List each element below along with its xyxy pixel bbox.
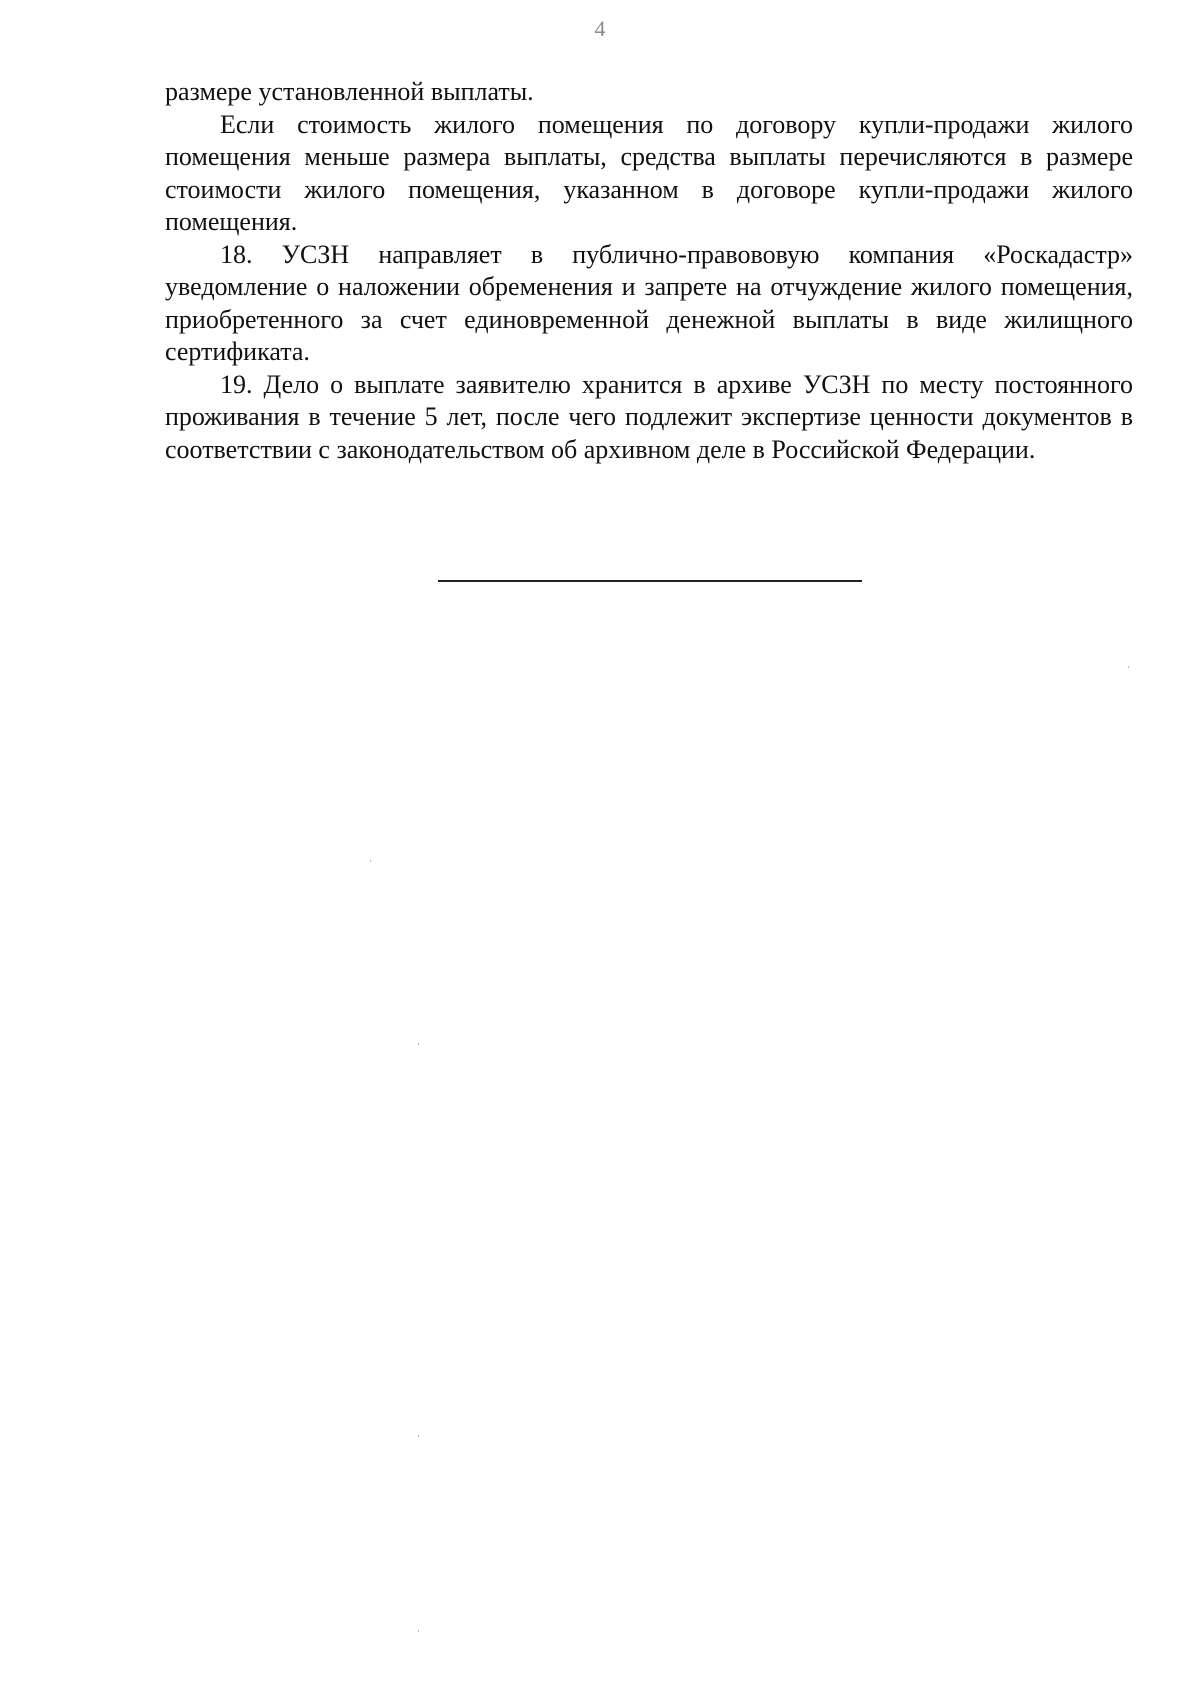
paragraph-item-18: 18. УСЗН направляет в публично-правововую компания «Роскадастр» уведомление о наложении обременения и запрете на отчуждение жилого помещения, приобретенного за счет единовременной денежной выплаты в виде жилищного сертификата. — [165, 239, 1133, 366]
page-number: 4 — [594, 16, 606, 41]
document-body — [165, 76, 1133, 466]
scan-speck — [1128, 666, 1129, 668]
end-separator-line — [438, 580, 862, 582]
scan-speck — [418, 1435, 419, 1437]
paragraph-continuation: размере установленной выплаты. — [165, 77, 534, 106]
paragraph-cost-rule: Если стоимость жилого помещения по договору купли-продажи жилого помещения меньше размера выплаты, средства выплаты перечисляются в размере стоимости жилого помещения, указанном в договоре купли-продажи жилого помещения. — [165, 109, 1133, 236]
paragraph-item-19: 19. Дело о выплате заявителю хранится в архиве УСЗН по месту постоянного проживания в течение 5 лет, после чего подлежит экспертизе ценности документов в соответствии с законодательством об архивном деле в Российской Федерации. — [165, 369, 1133, 464]
scan-speck — [418, 1630, 419, 1632]
scan-speck — [370, 860, 371, 862]
scan-speck — [418, 1043, 419, 1045]
